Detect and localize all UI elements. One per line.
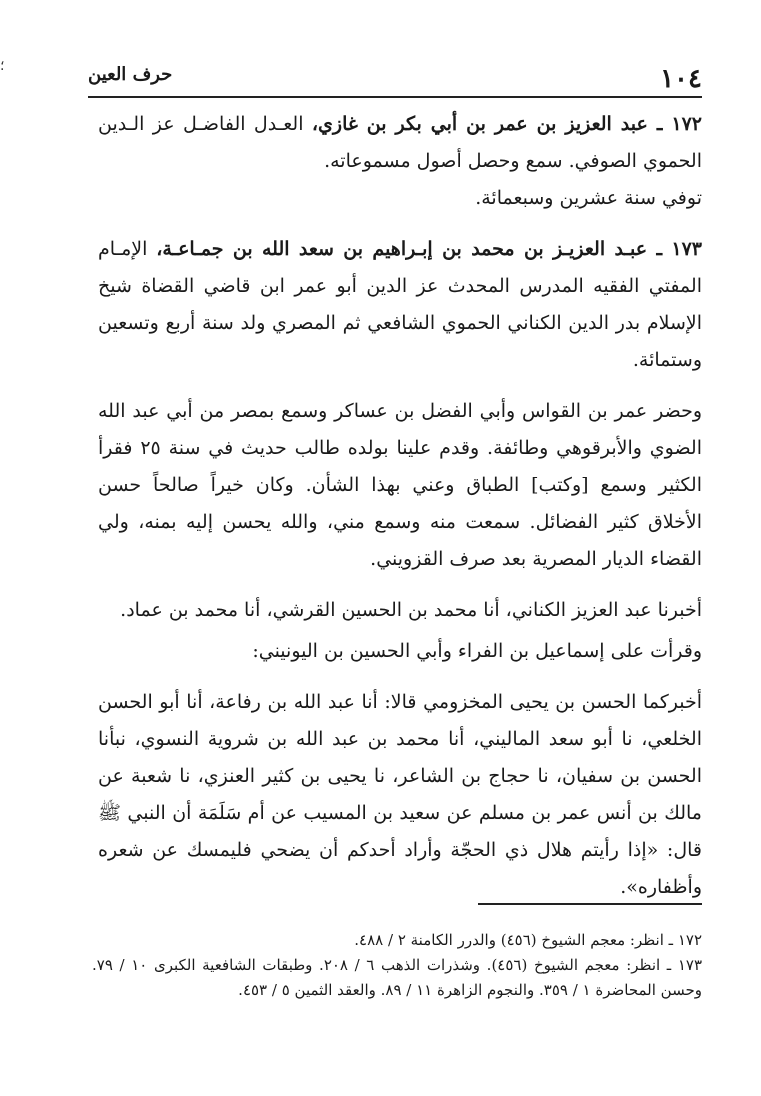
running-title: حرف العين [88,64,173,85]
margin-mark: ؛ [0,58,5,74]
paragraph-isnad-1: أخبرنا عبد العزيز الكناني، أنا محمد بن الحسين القرشي، أنا محمد بن عماد. [120,599,702,621]
entry-173 [98,231,702,379]
paragraph-biography: وحضر عمر بن القواس وأبي الفضل بن عساكر وسمع بمصر من أبي عبد الله الضوي والأبرقوهي وطائفة. وقدم علينا بولده طالب حديث في سنة ٢٥ فقرأ الكثير وسمع [وكتب] الطباق وعني بهذا الشأن. وكان خيراً صالحاً حسن الأخلاق كثير الفضائل. سمعت منه وسمع مني، والله يحسن إليه بمنه، ولي القضاء الديار المصرية بعد صرف القزويني. [98,400,702,570]
footnote: ١٧٣ ـ انظر: معجم الشيوخ (٤٥٦). وشذرات الذهب ٦ / ٢٠٨. وطبقات الشافعية الكبرى ١٠ / ٧٩. وحسن المحاضرة ١ / ٣٥٩. والنجوم الزاهرة ١١ / ٨٩. والعقد الثمين ٥ / ٤٥٣. [92,956,702,999]
entry-death-note: توفي سنة عشرين وسبعمائة. [475,187,702,209]
page-header [88,58,702,98]
footnote: ١٧٢ ـ انظر: معجم الشيوخ (٤٥٦) والدرر الكامنة ٢ / ٤٨٨. [354,931,702,949]
entry-heading: ١٧٢ ـ عبد العزيز بن عمر بن أبي بكر بن غازي، [311,113,702,135]
entry-heading: ١٧٣ ـ عبـد العزيـز بن محمد بن إبـراهيم بن سعد الله بن جمـاعـة، [156,238,703,260]
entry-text: الإمـام المفتي الفقيه المدرس المحدث عز الدين أبو عمر ابن قاضي القضاة شيخ الإسلام بدر الدين الكناني الحموي الشافعي ثم المصري ولد سنة أربع وتسعين وستمائة. [98,238,702,371]
paragraph-hadith: أخبركما الحسن بن يحيى المخزومي قالا: أنا عبد الله بن رفاعة، أنا أبو الحسن الخلعي، نا أبو سعد الماليني، أنا محمد بن عبد الله بن شروية النسوي، نبأنا الحسن بن سفيان، نا حجاج بن الشاعر، نا يحيى بن كثير العنزي، نا شعبة عن مالك بن أنس عمر بن مسلم عن سعيد بن المسيب عن أم سَلَمَة أن النبي ﷺ قال: «إذا رأيتم هلال ذي الحجّة وأراد أحدكم أن يضحي فليمسك عن شعره وأظفاره». [98,691,702,898]
footnote-divider [478,903,702,905]
paragraph-reading: وقرأت على إسماعيل بن الفراء وأبي الحسين بن اليونيني: [252,640,702,662]
entry-172 [98,106,702,180]
page-body [98,106,702,906]
footnotes [92,928,702,1003]
page-number: ١٠٤ [660,64,702,94]
entry-text: العـدل الفاضـل عز الـدين الحموي الصوفي. سمع وحصل أصول مسموعاته. [98,113,702,172]
